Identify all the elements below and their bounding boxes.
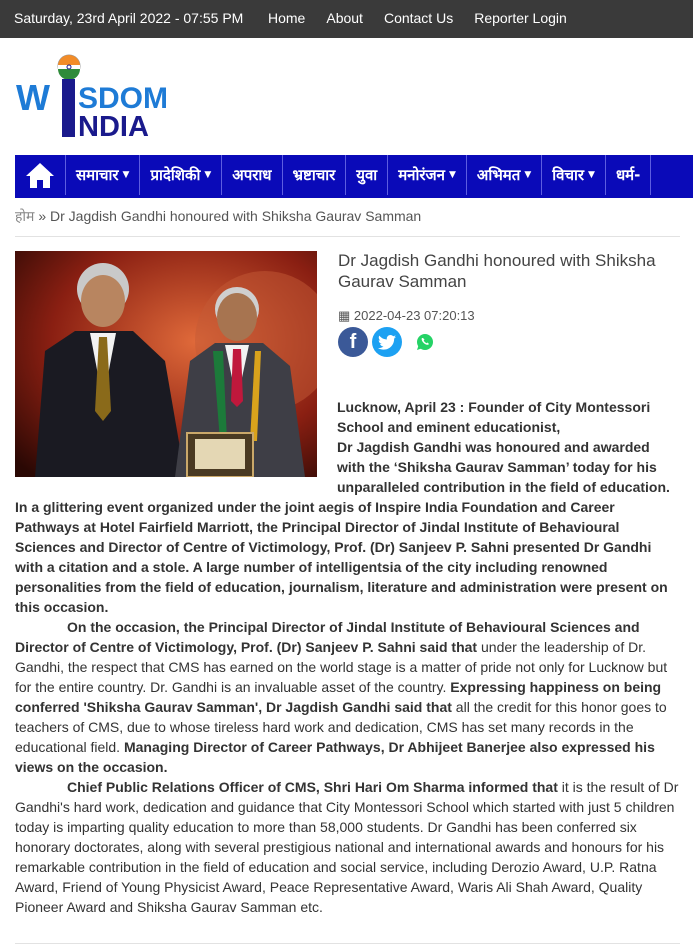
chevron-down-icon: ▼ (524, 170, 532, 180)
chevron-down-icon: ▼ (122, 170, 130, 180)
article-body (15, 397, 680, 917)
article-paragraph-3: Chief Public Relations Officer of CMS, Shri Hari Om Sharma informed that it is the result of Dr Gandhi's hard work, dedication and guidance that City Montessori School which started with just 5 children today is imparting quality education to more than 58,000 students. Dr Gandhi has been conferred six honorary doctorates, along with several prestigious national and international awards and honours for his remarkable contribution in the field of education and social service, including Derozio Award, U.P. Ratna Award, Friend of Young Physicist Award, Peace Representative Award, Waris Ali Shah Award, Quality Pioneer Award and Shiksha Gaurav Samman etc. (15, 779, 679, 915)
chevron-down-icon: ▼ (588, 170, 595, 180)
nav-item-bhrashtachar[interactable]: भ्रष्टाचार (283, 155, 347, 195)
svg-text:SDOM: SDOM (78, 82, 168, 115)
nav-item-apradh[interactable]: अपराध (222, 155, 282, 195)
facebook-share-button[interactable] (338, 327, 368, 357)
facebook-icon: f (349, 330, 357, 353)
article-lead: Lucknow, April 23 : Founder of City Montessori School and eminent educationist, (337, 399, 651, 435)
breadcrumb (15, 207, 421, 226)
twitter-icon (378, 335, 396, 350)
nav-item-yuva[interactable]: युवा (346, 155, 388, 195)
breadcrumb-home[interactable]: होम (15, 208, 35, 224)
nav-item-vichar[interactable]: विचार ▼ (542, 155, 606, 195)
divider (15, 943, 680, 944)
home-link[interactable]: Home (268, 10, 306, 26)
about-link[interactable]: About (326, 10, 363, 26)
chevron-down-icon: ▼ (204, 170, 212, 180)
chevron-down-icon: ▼ (448, 170, 456, 180)
site-logo[interactable] (16, 54, 176, 140)
main-nav (15, 155, 693, 198)
nav-item-pradeshiki[interactable]: प्रादेशिकी ▼ (140, 155, 222, 195)
post-datetime: ▦ 2022-04-23 07:20:13 (338, 308, 475, 323)
nav-item-samachar[interactable]: समाचार ▼ (66, 155, 140, 195)
calendar-icon: ▦ (338, 308, 351, 323)
current-date: Saturday, 23rd April 2022 - 07:55 PM (14, 10, 244, 26)
top-links (268, 10, 567, 26)
divider (15, 236, 680, 237)
whatsapp-icon (414, 331, 436, 353)
svg-text:W: W (16, 77, 50, 118)
home-icon[interactable] (15, 155, 66, 195)
article-paragraph-2: On the occasion, the Principal Director of Jindal Institute of Behavioural Sciences and Director of Centre of Victimology, Prof. (Dr) Sanjeev P. Sahni said that under the leadership of Dr. Gandhi, the respect that CMS has earned on the world stage is a matter of pride not only for Lucknow but for the entire country. Dr. Gandhi is an invaluable asset of the country. Expressing happiness on being conferred 'Shiksha Gaurav Samman', Dr Jagdish Gandhi said that all the credit for this honor goes to teachers of CMS, due to whose tireless hard work and dedication, CMS has set many records in the educational field. Managing Director of Career Pathways, Dr Abhijeet Banerjee also expressed his views on the occasion. (15, 619, 668, 775)
top-bar (0, 0, 693, 38)
breadcrumb-current: Dr Jagdish Gandhi honoured with Shiksha Gaurav Samman (50, 208, 422, 224)
article-paragraph-1: Dr Jagdish Gandhi was honoured and awarded with the ‘Shiksha Gaurav Samman’ today for his unparalleled contribution in the field of education. In a glittering event organized under the joint aegis of Inspire India Foundation and Career Pathways at Hotel Fairfield Marriott, the Principal Director of Jindal Institute of Behavioural Sciences and Director of Centre of Victimology, Prof. (Dr) Sanjeev P. Sahni presented Dr Gandhi with a citation and a stole. A large number of intelligentsia of the city including renowned personalities from the field of education, journalism, literature and administration were present on this occasion. (15, 439, 670, 615)
nav-item-manoranjan[interactable]: मनोरंजन ▼ (388, 155, 467, 195)
twitter-share-button[interactable] (372, 327, 402, 357)
article-title: Dr Jagdish Gandhi honoured with Shiksha Gaurav Samman (338, 251, 656, 291)
nav-item-dharm[interactable]: धर्म- (606, 155, 651, 195)
whatsapp-share-button[interactable] (414, 331, 436, 353)
nav-item-abhimat[interactable]: अभिमत ▼ (467, 155, 542, 195)
reporter-login-link[interactable]: Reporter Login (474, 10, 567, 26)
breadcrumb-separator: » (38, 208, 47, 224)
svg-text:NDIA: NDIA (78, 111, 149, 140)
contact-us-link[interactable]: Contact Us (383, 10, 454, 26)
share-buttons (338, 327, 436, 357)
